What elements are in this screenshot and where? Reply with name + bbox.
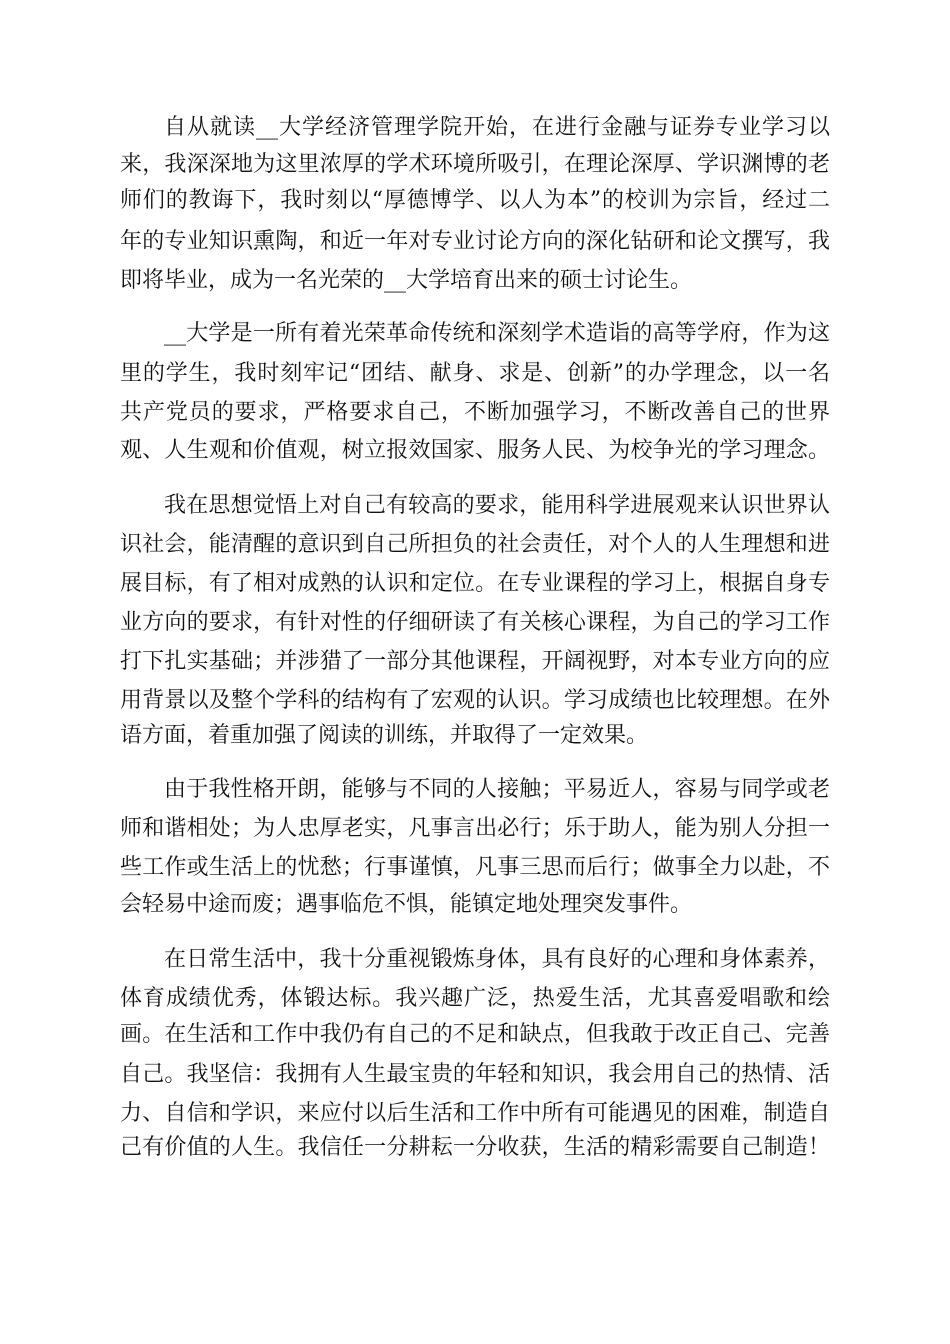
paragraph-1-line-1: 自从就读__大学经济管理学院开始，在进行金融与证券专业学习以 (164, 115, 830, 140)
paragraph-3-line-6: 用背景以及整个学科的结构有了宏观的认识。学习成绩也比较理想。在外 (120, 688, 830, 713)
paragraph-2-line-4: 观、人生观和价值观，树立报效国家、服务人民、为校争光的学习理念。 (120, 438, 830, 463)
paragraph-5-line-4: 自己。我坚信：我拥有人生最宝贵的年轻和知识，我会用自己的热情、活 (120, 1062, 830, 1087)
paragraph-3-line-7: 语方面，着重加强了阅读的训练，并取得了一定效果。 (120, 723, 649, 748)
paragraph-2-line-2: 里的学生，我时刻牢记“团结、献身、求是、创新”的办学理念，以一名 (120, 361, 830, 386)
paragraph-5-line-5: 力、自信和学识，来应付以后生活和工作中所有可能遇见的困难，制造自 (120, 1101, 830, 1126)
paragraph-2-line-3: 共产党员的要求，严格要求自己，不断加强学习，不断改善自己的世界 (120, 400, 830, 425)
paragraph-3-line-5: 打下扎实基础；并涉猎了一部分其他课程，开阔视野，对本专业方向的应 (120, 649, 830, 674)
paragraph-3-line-4: 业方向的要求，有针对性的仔细研读了有关核心课程，为自己的学习工作 (120, 610, 830, 635)
paragraph-5-line-3: 画。在生活和工作中我仍有自己的不足和缺点，但我敢于改正自己、完善 (120, 1022, 830, 1047)
paragraph-5-line-1: 在日常生活中，我十分重视锻炼身体，具有良好的心理和身体素养， (164, 947, 830, 972)
paragraph-4-line-3: 些工作或生活上的忧愁；行事谨慎，凡事三思而后行；做事全力以赴，不 (120, 855, 830, 880)
paragraph-2-line-1: __大学是一所有着光荣革命传统和深刻学术造诣的高等学府，作为这 (164, 321, 830, 346)
paragraph-1-line-2: 来，我深深地为这里浓厚的学术环境所吸引，在理论深厚、学识渊博的老 (120, 152, 830, 177)
paragraph-3-line-3: 展目标，有了相对成熟的认识和定位。在专业课程的学习上，根据自身专 (120, 571, 830, 596)
paragraph-3-line-2: 识社会，能清醒的意识到自己所担负的社会责任，对个人的人生理想和进 (120, 532, 830, 557)
paragraph-4-line-1: 由于我性格开朗，能够与不同的人接触；平易近人，容易与同学或老 (164, 777, 830, 802)
paragraph-4-line-4: 会轻易中途而废；遇事临危不惧，能镇定地处理突发事件。 (120, 892, 693, 917)
paragraph-4-line-2: 师和谐相处；为人忠厚老实，凡事言出必行；乐于助人，能为别人分担一 (120, 816, 830, 841)
paragraph-5-line-2: 体育成绩优秀，体锻达标。我兴趣广泛，热爱生活，尤其喜爱唱歌和绘 (120, 986, 830, 1011)
paragraph-1-line-5: 即将毕业，成为一名光荣的__大学培育出来的硕士讨论生。 (120, 268, 693, 293)
paragraph-3-line-1: 我在思想觉悟上对自己有较高的要求，能用科学进展观来认识世界认 (164, 493, 830, 518)
paragraph-1-line-3: 师们的教诲下，我时刻以“厚德博学、以人为本”的校训为宗旨，经过二 (120, 188, 830, 213)
paragraph-1-line-4: 年的专业知识熏陶，和近一年对专业讨论方向的深化钻研和论文撰写，我 (120, 229, 830, 254)
paragraph-5-line-6: 己有价值的人生。我信任一分耕耘一分收获，生活的精彩需要自己制造！ (120, 1135, 830, 1160)
